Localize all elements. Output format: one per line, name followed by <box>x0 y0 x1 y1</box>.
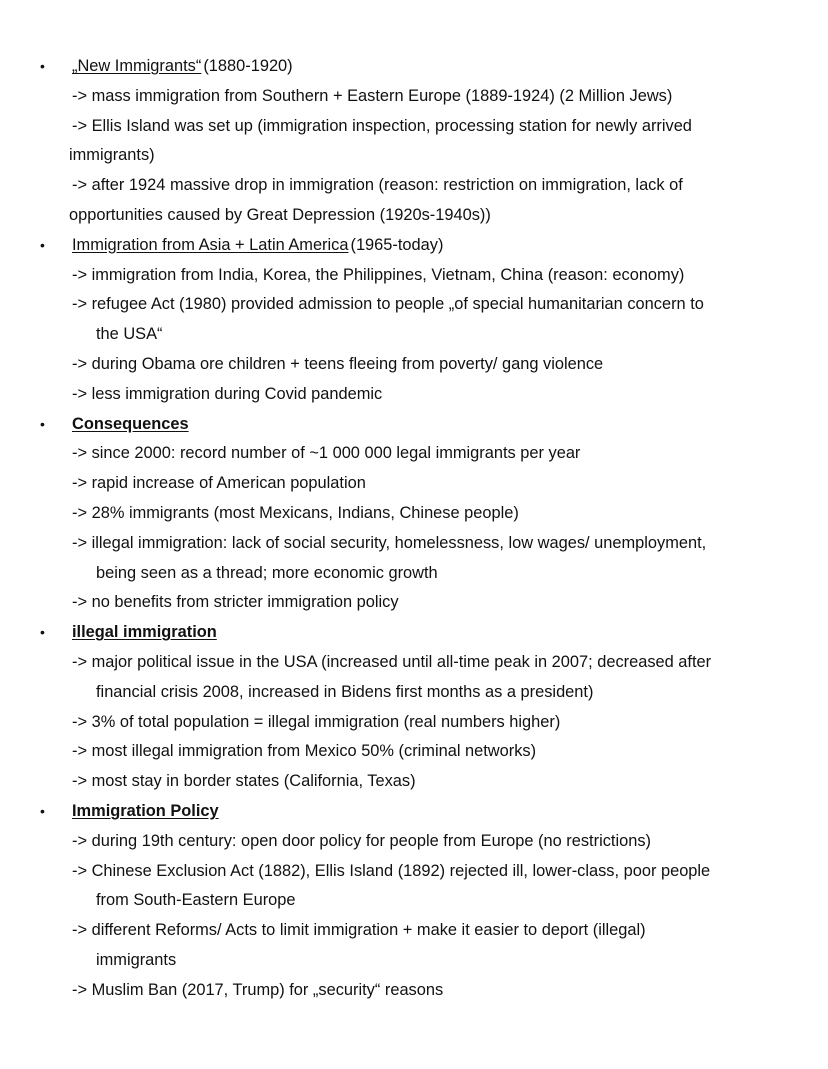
section-heading: Immigration from Asia + Latin America <box>72 235 349 254</box>
section-heading-row <box>0 52 828 82</box>
note-line: -> since 2000: record number of ~1 000 000 legal immigrants per year <box>72 444 581 463</box>
note-line: -> most illegal immigration from Mexico 50% (criminal networks) <box>72 742 537 761</box>
note-line: -> 28% immigrants (most Mexicans, Indians, Chinese people) <box>72 503 519 522</box>
note-line-continuation: immigrants) <box>69 146 155 165</box>
note-line-continuation: from South-Eastern Europe <box>96 891 296 910</box>
note-line-continuation: opportunities caused by Great Depression (1920s-1940s)) <box>69 205 491 224</box>
note-line: -> 3% of total population = illegal immigration (real numbers higher) <box>72 712 561 731</box>
section-heading-row <box>0 410 828 440</box>
section-heading-suffix: (1965-today) <box>350 235 444 254</box>
section-heading-row <box>0 618 828 648</box>
note-line: -> no benefits from stricter immigration policy <box>72 593 399 612</box>
section-heading-suffix: (1880-1920) <box>203 57 293 75</box>
section-heading: Immigration Policy <box>72 801 219 820</box>
bullet-icon: • <box>40 58 45 74</box>
note-line: -> during Obama ore children + teens fleeing from poverty/ gang violence <box>72 354 604 373</box>
note-line-continuation: being seen as a thread; more economic growth <box>96 563 438 582</box>
note-line-continuation: immigrants <box>96 950 177 969</box>
bullet-icon: • <box>40 236 45 253</box>
section-heading: illegal immigration <box>72 623 217 642</box>
section-heading: Consequences <box>72 414 189 433</box>
note-line: -> immigration from India, Korea, the Philippines, Vietnam, China (reason: economy) <box>72 265 685 284</box>
note-line: -> Muslim Ban (2017, Trump) for „security“ reasons <box>72 980 444 999</box>
note-line-continuation: financial crisis 2008, increased in Bidens first months as a president) <box>96 682 594 701</box>
section-heading: „New Immigrants“ <box>72 57 202 75</box>
note-line: -> major political issue in the USA (increased until all-time peak in 2007; decreased after <box>72 652 712 671</box>
note-line: -> during 19th century: open door policy for people from Europe (no restrictions) <box>72 831 651 850</box>
note-line: -> rapid increase of American population <box>72 474 366 493</box>
note-line: -> after 1924 massive drop in immigration (reason: restriction on immigration, lack of <box>72 176 683 195</box>
note-line: -> different Reforms/ Acts to limit immigration + make it easier to deport (illegal) <box>72 921 646 940</box>
bullet-icon: • <box>40 415 45 432</box>
note-line-continuation: the USA“ <box>96 325 163 344</box>
note-line: -> illegal immigration: lack of social security, homelessness, low wages/ unemployment, <box>72 533 707 552</box>
note-line: -> Ellis Island was set up (immigration inspection, processing station for newly arrived <box>72 116 692 135</box>
note-line: -> refugee Act (1980) provided admission to people „of special humanitarian concern to <box>72 295 704 314</box>
note-line: -> mass immigration from Southern + Eastern Europe (1889-1924) (2 Million Jews) <box>72 86 673 105</box>
bullet-icon: • <box>40 624 45 641</box>
section-heading-row <box>0 797 828 827</box>
section-heading-row <box>0 231 828 261</box>
document-page <box>0 52 828 1006</box>
note-line: -> less immigration during Covid pandemic <box>72 384 383 403</box>
note-line: -> Chinese Exclusion Act (1882), Ellis Island (1892) rejected ill, lower-class, poor people <box>72 861 711 880</box>
bullet-icon: • <box>40 802 45 819</box>
note-line: -> most stay in border states (California, Texas) <box>72 772 416 791</box>
